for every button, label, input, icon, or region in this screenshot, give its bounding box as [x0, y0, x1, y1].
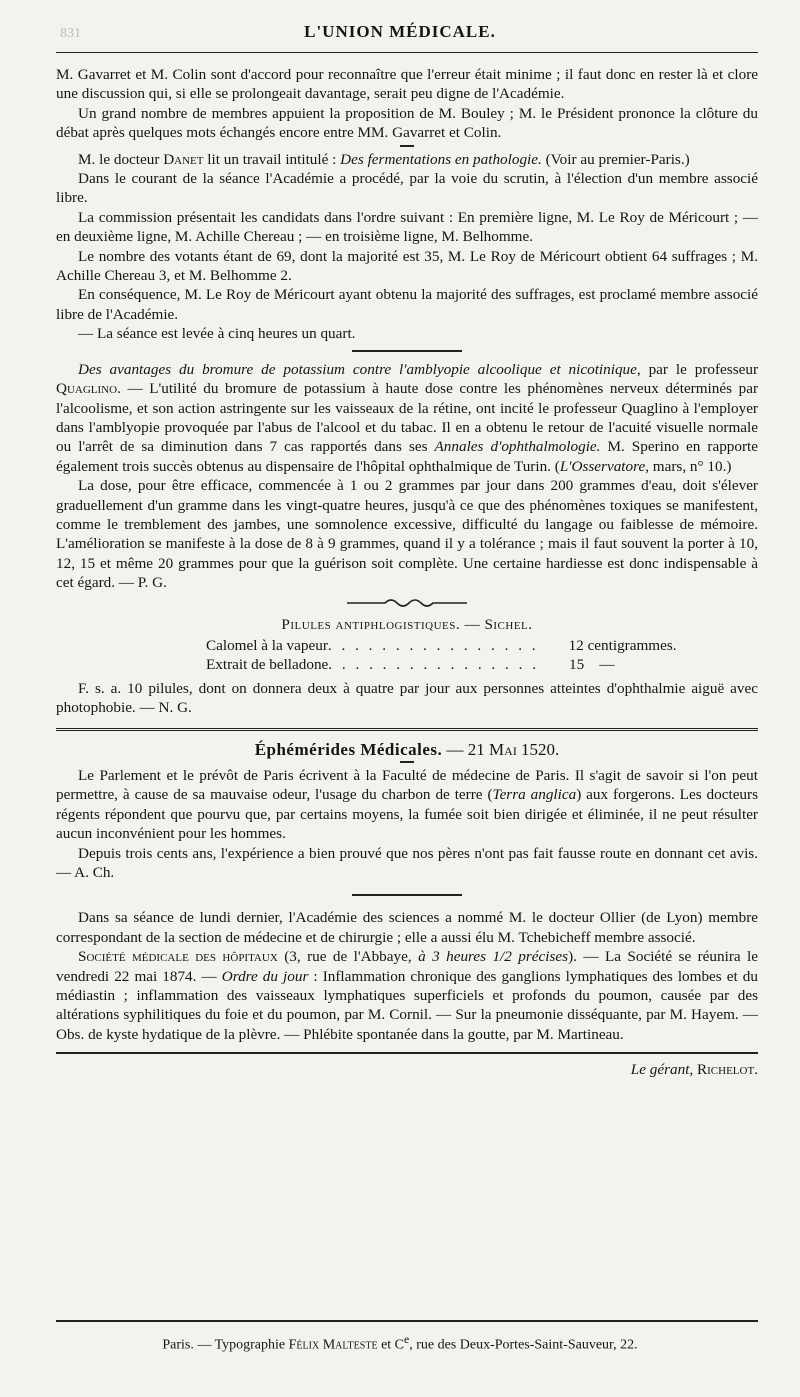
article-title: Des avantages du bromure de potassium contre l'amblyopie alcoolique et nicotinique,	[78, 360, 641, 378]
superscript: e	[404, 1333, 410, 1346]
signature	[56, 1060, 758, 1079]
author-name: Quaglino	[56, 380, 118, 398]
text-run: et C	[377, 1337, 405, 1353]
paragraph: La commission présentait les candidats dans l'ordre suivant : En première ligne, M. Le Roy de Méricourt ; — en deuxième ligne, M. Achille Chereau ; — en troisième ligne, M. Belhomme.	[56, 208, 758, 246]
ingredient-quantity: 15 —	[569, 656, 615, 674]
formula-row	[206, 636, 677, 655]
paragraph	[56, 766, 758, 844]
text-run: lit un travail intitulé :	[203, 150, 341, 168]
ornament-wave-icon	[347, 597, 467, 609]
text-run: . — L'utilité du bromure de potassium à haute dose contre les phénomènes nerveux déterminés par l'alcoolisme, et son action astringente sur les vaisseaux de la rétine, ont incité le professeur Quaglino à l'employer dans l'amblyopie provoquée par l'abus de l'alcool et du tabac. Il en a obtenu le retour de l'acuité visuelle normale ou l'arrêt de sa diminution dans 7 cas rapportés dans ses	[56, 380, 758, 456]
section-divider	[352, 894, 462, 896]
text-run: (Voir au premier-Paris.)	[541, 150, 690, 168]
page-number: 831	[60, 26, 81, 41]
paragraph: Dans le courant de la séance l'Académie a procédé, par la voie du scrutin, à l'élection d'un membre associé libre.	[56, 170, 758, 207]
text-run: (3, rue de l'Abbaye,	[277, 948, 419, 966]
author-name: Danet	[163, 150, 204, 168]
italic-term: Terra anglica	[492, 786, 577, 804]
formula-title: Pilules antiphlogistiques. — Sichel.	[281, 615, 533, 633]
work-title: Des fermentations en pathologie.	[340, 150, 542, 168]
page-content	[56, 52, 758, 1080]
printer-footer	[0, 1330, 800, 1355]
academy-session-section	[56, 65, 758, 344]
signature-rule	[56, 1052, 758, 1054]
text-run: , rue des Deux-Portes-Saint-Sauveur, 22.	[409, 1337, 638, 1353]
text-run: ). — La Société se réunira le vendredi 22 mai 1874. —	[56, 948, 759, 985]
ephemerides-title: Éphémérides Médicales.	[254, 739, 443, 759]
paragraph	[56, 360, 758, 476]
paragraph: En conséquence, M. Le Roy de Méricourt ayant obtenu la majorité des suffrages, est proclamé membre associé libre de l'Académie.	[56, 286, 758, 323]
italic-time: à 3 heures 1/2 précises	[418, 948, 569, 966]
formula-instructions: F. s. a. 10 pilules, dont on donnera deux à quatre par jour aux personnes atteintes d'ophthalmie aiguë avec photophobie. — N. G.	[56, 679, 758, 717]
double-rule-divider	[56, 728, 758, 734]
paragraph: Le nombre des votants étant de 69, dont la majorité est 35, M. Le Roy de Méricourt obtient 64 suffrages ; M. Achille Chereau 3, et M. Belhomme 2.	[56, 247, 758, 285]
ingredient-name: Calomel à la vapeur	[206, 636, 328, 654]
text-run: M. Sperino en rapporte également trois succès obtenus au dispensaire de l'hôpital ophthalmique de Turin. (	[56, 438, 758, 475]
text-run: Paris. — Typographie	[162, 1337, 289, 1353]
ephemerides-date: — 21 Mai 1520.	[442, 739, 560, 759]
formula-row	[206, 655, 656, 674]
text-run: Le Parlement et le prévôt de Paris écrivent à la Faculté de médecine de Paris. Il s'agit de savoir si l'on peut permettre, à cause de sa mauvaise odeur, l'usage du charbon de terre (	[56, 767, 758, 804]
paragraph: La dose, pour être efficace, commencée à 1 ou 2 grammes par jour dans 200 grammes d'eau, doit s'élever graduellement d'un gramme dans les vingt-quatre heures, jusqu'à ce que des phénomènes toxiques se manifestent, comme le tremblement des jambes, une somnolence excessive, difficulté du langage ou faiblesse de mémoire. L'amélioration se manifeste à la dose de 8 à 9 grammes, quand il y a tolérance ; mais il faut souvent la porter à 10, 12, 15 et même 20 grammes pour que la guérison soit complète. Une certaine hardiesse est donc indispensable à cet égard. — P. G.	[56, 477, 758, 592]
footer-rule	[56, 1320, 758, 1322]
text-run: : Inflammation chronique des ganglions lymphatiques des lombes et du médiastin ; inflammation des vaisseaux lymphatiques superficiels et profonds du poumon, causée par des altérations syphilitiques du foie et du poumon, par M. Cornil. — Sur la pneumonie disséquante, par M. Hayem. — Obs. de kyste hydatique de la plèvre. — Phlébite spontanée dans la goutte, par M. Martineau.	[56, 967, 758, 1043]
short-dash-divider	[400, 145, 414, 147]
ingredient-name: Extrait de belladone	[206, 656, 329, 674]
paragraph: M. Gavarret et M. Colin sont d'accord pour reconnaître que l'erreur était minime ; il faut donc en rester là et clore une discussion qui, si elle se prolongeait davantage, serait peu digne de l'Académie.	[56, 66, 758, 103]
formula-block	[56, 615, 758, 718]
ephemerides-heading	[56, 740, 758, 759]
journal-title: L'Osservatore	[559, 457, 646, 475]
ingredient-quantity: 12 centigrammes.	[568, 636, 677, 654]
paragraph: — La séance est levée à cinq heures un quart.	[78, 325, 356, 343]
text-run: , mars, n° 10.)	[645, 457, 732, 475]
paragraph: Depuis trois cents ans, l'expérience a bien prouvé que nos pères n'ont pas fait fausse route en donnant cet avis. — A. Ch.	[56, 844, 758, 882]
text-run: ) aux forgerons. Les docteurs régents répondent que pourvu que, par certains moyens, la fumée soit bien dirigée et éliminée, il ne peut résulter aucun inconvénient pour les hommes.	[56, 786, 758, 843]
text-run: M. le docteur	[78, 150, 164, 168]
printer-name: Félix Malteste	[288, 1337, 378, 1353]
running-title: L'UNION MÉDICALE.	[304, 22, 496, 41]
news-section	[56, 908, 758, 1044]
header-rule	[56, 52, 758, 53]
paragraph	[56, 150, 758, 169]
ornament-divider	[56, 597, 758, 609]
bromide-article	[56, 360, 758, 593]
leader-dots: . . . . . . . . . . . . . . . .	[327, 636, 539, 654]
journal-title: Annales d'ophthalmologie.	[434, 438, 601, 456]
paragraph: Un grand nombre de membres appuient la proposition de M. Bouley ; M. le Président prononce la clôture du débat après quelques mots échangés encore entre MM. Gavarret et Colin.	[56, 104, 758, 142]
signature-name: Richelot.	[693, 1061, 758, 1079]
italic-label: Ordre du jour	[221, 967, 309, 985]
society-name: Société médicale des hôpitaux	[78, 948, 278, 966]
section-divider	[352, 350, 462, 352]
paragraph: Dans sa séance de lundi dernier, l'Académie des sciences a nommé M. le docteur Ollier (de Lyon) membre correspondant de la section de médecine et de chirurgie ; elle a aussi élu M. Tchebicheff membre associé.	[56, 909, 758, 946]
text-run: par le professeur	[640, 360, 759, 378]
short-dash-divider	[400, 761, 414, 763]
ephemerides-section	[56, 740, 758, 883]
signature-role: Le gérant,	[630, 1061, 694, 1079]
paragraph	[56, 947, 758, 1044]
leader-dots: . . . . . . . . . . . . . . . .	[328, 656, 539, 674]
